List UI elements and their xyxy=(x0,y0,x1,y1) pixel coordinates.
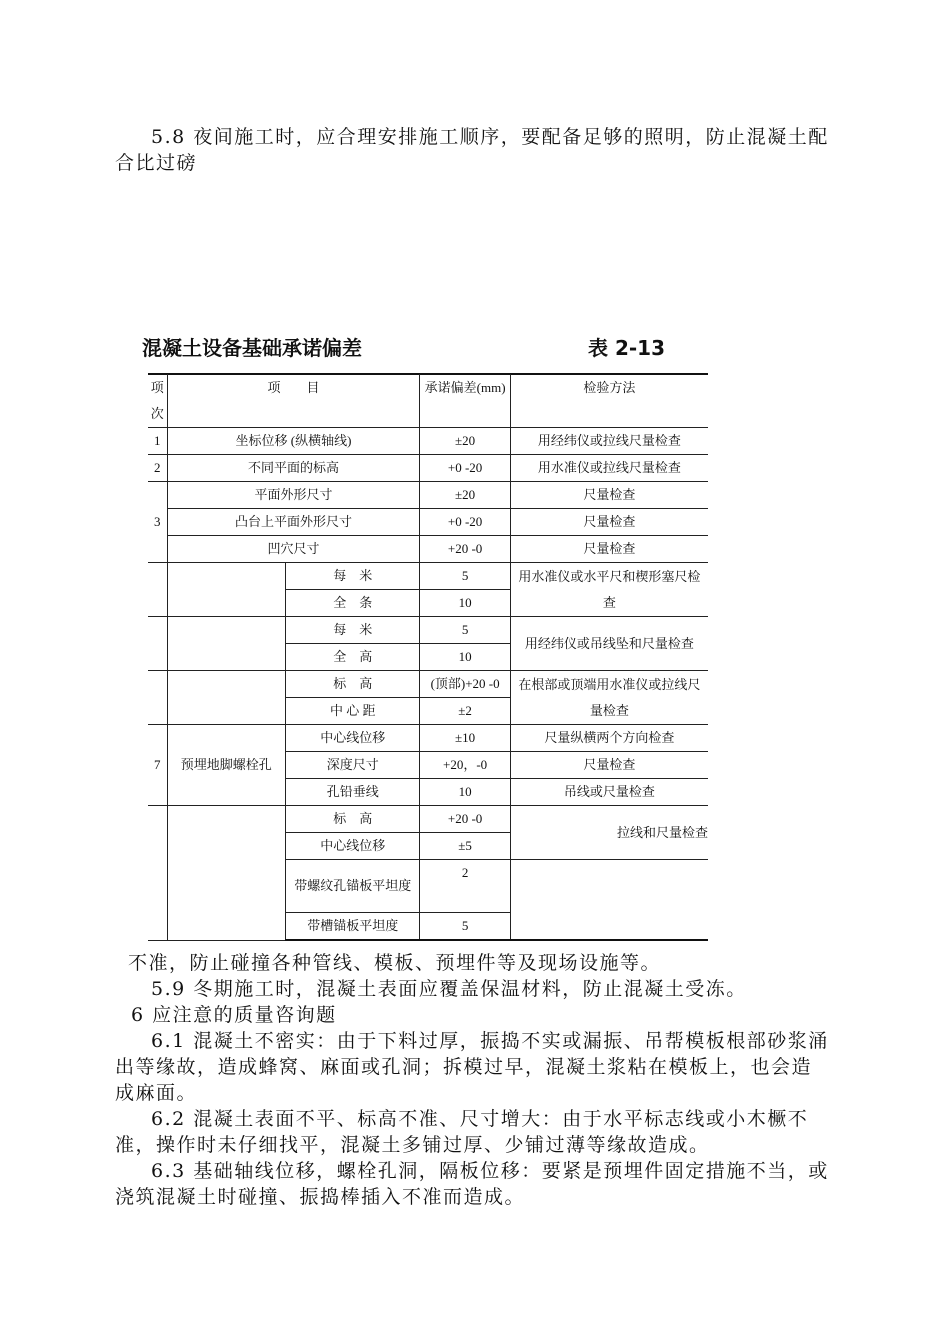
row-method: 尺量检查 xyxy=(510,509,708,536)
row-subitem: 全 条 xyxy=(285,590,419,617)
row-tolerance: 5 xyxy=(420,563,510,590)
row-seq: 3 xyxy=(148,482,167,563)
row-method: 用经纬仪或拉线尺量检查 xyxy=(510,428,708,455)
row-subitem: 标 高 xyxy=(285,671,419,698)
row-item: 凸台上平面外形尺寸 xyxy=(167,509,420,536)
paragraph-6-2: 6.2 混凝土表面不平、标高不准、尺寸增大：由于水平标志线或小木橛不准，操作时未仔细找平，混凝土多铺过厚、少铺过薄等缘故造成。 xyxy=(115,1108,809,1156)
row-tolerance: ±10 xyxy=(420,725,510,752)
row-item: 坐标位移 (纵横轴线) xyxy=(167,428,420,455)
row-subitem: 深度尺寸 xyxy=(285,752,419,779)
row-tolerance: ±5 xyxy=(420,833,510,860)
row-subitem: 中 心 距 xyxy=(285,698,419,725)
row-item: 平面外形尺寸 xyxy=(167,482,420,509)
row-method: 用水准仪或拉线尺量检查 xyxy=(510,455,708,482)
row-tolerance: ±20 xyxy=(420,482,510,509)
section-heading-6: 6 应注意的质量咨询题 xyxy=(131,1004,337,1026)
row-method: 用水准仪或水平尺和楔形塞尺检查 xyxy=(510,563,708,617)
row-group: 预埋地脚螺栓孔 xyxy=(167,725,285,806)
paragraph-5-9: 5.9 冬期施工时，混凝土表面应覆盖保温材料，防止混凝土受冻。 xyxy=(151,978,747,1000)
row-method: 尺量检查 xyxy=(510,536,708,563)
paragraph-6-3: 6.3 基础轴线位移，螺栓孔洞，隔板位移：要紧是预埋件固定措施不当，或浇筑混凝土时碰撞、振捣棒插入不准而造成。 xyxy=(115,1160,829,1208)
row-subitem: 中心线位移 xyxy=(285,833,419,860)
row-tolerance: ±20 xyxy=(420,428,510,455)
row-group xyxy=(167,563,285,617)
row-seq xyxy=(148,806,167,941)
row-subitem: 标 高 xyxy=(285,806,419,833)
row-method: 吊线或尺量检查 xyxy=(510,779,708,806)
header-seq: 项次 xyxy=(148,374,167,428)
row-tolerance: 10 xyxy=(420,644,510,671)
row-tolerance: 5 xyxy=(420,913,510,941)
paragraph-continuation: 不准，防止碰撞各种管线、模板、预埋件等及现场设施等。 xyxy=(128,952,662,974)
row-tolerance: +20 -0 xyxy=(420,536,510,563)
row-group xyxy=(167,806,285,941)
row-subitem: 带槽锚板平坦度 xyxy=(285,913,419,941)
row-tolerance: (顶部)+20 -0 xyxy=(420,671,510,698)
row-subitem: 带螺纹孔锚板平坦度 xyxy=(285,860,419,913)
row-tolerance: +0 -20 xyxy=(420,509,510,536)
row-seq: 2 xyxy=(148,455,167,482)
row-tolerance: 2 xyxy=(420,860,510,913)
row-tolerance: +0 -20 xyxy=(420,455,510,482)
row-method: 尺量检查 xyxy=(510,752,708,779)
table-title: 混凝土设备基础承诺偏差 xyxy=(142,336,362,360)
row-subitem: 中心线位移 xyxy=(285,725,419,752)
row-seq xyxy=(148,671,167,725)
row-method: 拉线和尺量检查 xyxy=(510,806,708,860)
row-tolerance: +20，-0 xyxy=(420,752,510,779)
row-seq xyxy=(148,617,167,671)
row-subitem: 每 米 xyxy=(285,617,419,644)
row-tolerance: 10 xyxy=(420,590,510,617)
paragraph-6-1: 6.1 混凝土不密实：由于下料过厚，振捣不实或漏振、吊帮模板根部砂浆涌出等缘故，造成蜂窝、麻面或孔洞；拆模过早，混凝土浆粘在模板上，也会造成麻面。 xyxy=(115,1030,829,1104)
row-item: 不同平面的标高 xyxy=(167,455,420,482)
row-seq xyxy=(148,563,167,617)
header-tolerance: 承诺偏差(mm) xyxy=(420,374,510,428)
row-seq: 1 xyxy=(148,428,167,455)
table-number: 表 2-13 xyxy=(588,336,666,360)
row-group xyxy=(167,617,285,671)
row-subitem: 全 高 xyxy=(285,644,419,671)
row-method: 尺量检查 xyxy=(510,482,708,509)
row-seq: 7 xyxy=(148,725,167,806)
row-tolerance: 5 xyxy=(420,617,510,644)
header-item: 项 目 xyxy=(167,374,420,428)
tolerance-table xyxy=(148,373,708,941)
row-method: 尺量纵横两个方向检查 xyxy=(510,725,708,752)
row-group xyxy=(167,671,285,725)
row-subitem: 孔铅垂线 xyxy=(285,779,419,806)
row-method-empty xyxy=(510,860,708,941)
row-tolerance: ±2 xyxy=(420,698,510,725)
row-subitem: 每 米 xyxy=(285,563,419,590)
paragraph-5-8: 5.8 夜间施工时，应合理安排施工顺序，要配备足够的照明，防止混凝土配合比过磅 xyxy=(115,126,829,174)
row-tolerance: 10 xyxy=(420,779,510,806)
row-method: 用经纬仪或吊线坠和尺量检查 xyxy=(510,617,708,671)
row-tolerance: +20 -0 xyxy=(420,806,510,833)
header-method: 检验方法 xyxy=(510,374,708,428)
row-item: 凹穴尺寸 xyxy=(167,536,420,563)
row-method: 在根部或顶端用水准仪或拉线尺量检查 xyxy=(510,671,708,725)
